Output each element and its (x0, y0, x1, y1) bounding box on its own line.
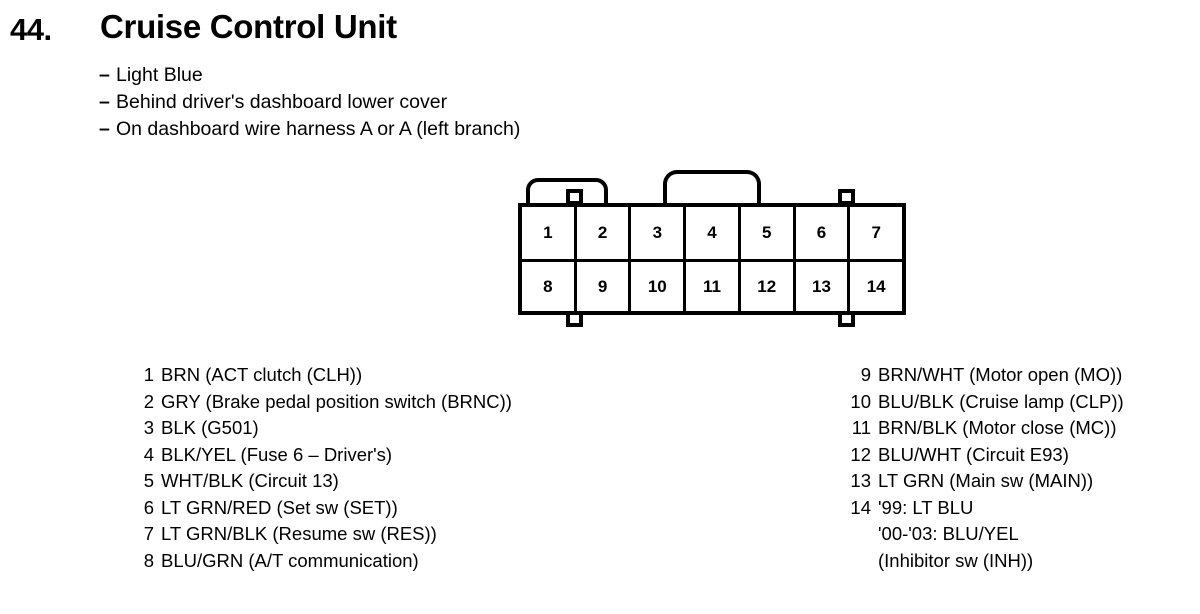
legend-row (845, 362, 1124, 389)
note-item (99, 89, 899, 116)
connector-pin: 6 (796, 207, 851, 259)
legend-pin-number: 8 (143, 549, 154, 571)
page-title: Cruise Control Unit (100, 8, 397, 45)
connector-pin: 3 (631, 207, 686, 259)
legend-row (845, 389, 1124, 416)
legend-pin-number: 1 (143, 364, 154, 385)
legend-row (128, 415, 512, 442)
legend-pin-label: BLU/WHT (Circuit E93) (878, 443, 1069, 465)
legend-pin-label: BRN/WHT (Motor open (MO)) (878, 364, 1123, 385)
legend-pin-number: 12 (850, 443, 871, 465)
legend-pin-label: LT GRN (Main sw (MAIN)) (878, 470, 1094, 491)
connector-pin: 9 (577, 262, 632, 311)
legend-pin-label: BRN (ACT clutch (CLH)) (161, 364, 363, 385)
connector-pin: 7 (871, 223, 881, 242)
connector-pin: 11 (686, 262, 741, 311)
legend-row (128, 468, 512, 495)
legend-pin-number: 9 (860, 364, 871, 385)
connector-row-bottom (522, 259, 902, 311)
legend-pin-label: '99: LT BLU (878, 496, 974, 518)
legend-row (845, 415, 1124, 442)
legend-pin-label: GRY (Brake pedal position switch (BRNC)) (161, 390, 512, 412)
note-text: On dashboard wire harness A or A (left branch) (116, 118, 521, 140)
legend-row (128, 362, 512, 389)
dash-icon: – (99, 64, 110, 86)
legend-row (128, 389, 512, 416)
legend-row (845, 442, 1124, 469)
connector-pin: 14 (866, 276, 886, 296)
connector-pin: 1 (522, 207, 577, 259)
legend-row (128, 495, 512, 522)
page-header (0, 8, 1200, 58)
legend-pin-number: 7 (143, 523, 154, 544)
legend-pin-number: 11 (851, 417, 871, 438)
connector-pin: 10 (631, 262, 686, 311)
notes-list (99, 62, 899, 143)
note-text: Behind driver's dashboard lower cover (116, 91, 448, 113)
connector-pin: 4 (686, 207, 741, 259)
legend-pin-number: 10 (850, 390, 871, 412)
legend-pin-number: 3 (143, 417, 154, 438)
note-item (99, 62, 899, 89)
connector-pin: 13 (796, 262, 851, 311)
note-text: Light Blue (116, 64, 203, 86)
connector-pin: 5 (741, 207, 796, 259)
legend-row (845, 495, 1124, 522)
connector-pin: 8 (522, 262, 577, 311)
dash-icon: – (99, 91, 110, 113)
legend-pin-label: BRN/BLK (Motor close (MC)) (878, 417, 1117, 438)
legend-pin-label: BLK/YEL (Fuse 6 – Driver's) (161, 443, 393, 465)
legend-pin-number: 2 (143, 390, 154, 412)
legend-row (128, 442, 512, 469)
legend-pin-label: BLU/BLK (Cruise lamp (CLP)) (878, 390, 1124, 412)
note-item (99, 116, 899, 143)
pin-legend-left (128, 362, 512, 574)
section-number: 44. (10, 12, 52, 47)
legend-row (128, 521, 512, 548)
legend-pin-sublabel: '00-'03: BLU/YEL (878, 523, 1019, 544)
connector-pin: 12 (741, 262, 796, 311)
legend-pin-sublabel: (Inhibitor sw (INH)) (878, 549, 1034, 571)
pin-legend-right (845, 362, 1124, 574)
legend-pin-label: BLK (G501) (161, 417, 259, 438)
connector-diagram (518, 170, 918, 335)
legend-pin-number: 14 (850, 496, 871, 518)
legend-row (845, 468, 1124, 495)
connector-latch-icon (663, 170, 761, 204)
legend-pin-label: WHT/BLK (Circuit 13) (161, 470, 339, 491)
legend-pin-number: 5 (143, 470, 154, 491)
legend-pin-number: 6 (143, 496, 154, 518)
legend-pin-number: 4 (143, 443, 154, 465)
connector-pin: 2 (577, 207, 632, 259)
connector-row-top (522, 207, 902, 259)
legend-row (128, 548, 512, 575)
dash-icon: – (99, 118, 110, 140)
legend-pin-label: LT GRN/BLK (Resume sw (RES)) (161, 523, 437, 544)
connector-body (518, 203, 906, 315)
legend-pin-number: 13 (850, 470, 871, 491)
legend-pin-label: BLU/GRN (A/T communication) (161, 549, 419, 571)
legend-pin-label: LT GRN/RED (Set sw (SET)) (161, 496, 398, 518)
